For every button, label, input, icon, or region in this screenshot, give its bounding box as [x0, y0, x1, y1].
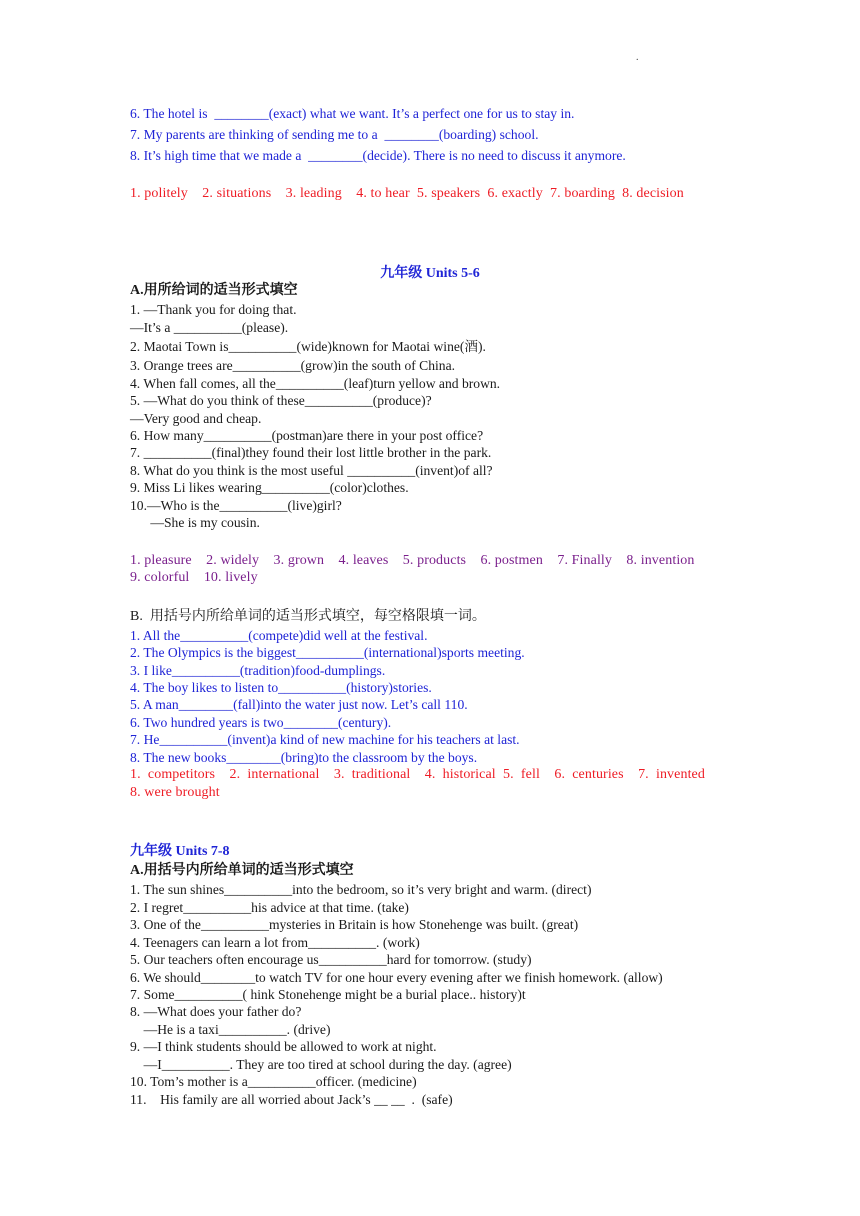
u56-a-line-9: 7. __________(final)they found their lost little brother in the park. [130, 445, 492, 460]
u56-b-line-3: 3. I like__________(tradition)food-dumplings. [130, 663, 386, 678]
u56-b-line-8: 8. The new books________(bring)to the classroom by the boys. [130, 750, 478, 765]
u78-line-1: 1. The sun shines__________into the bedroom, so it’s very bright and warm. (direct) [130, 882, 592, 897]
u78-line-3: 3. One of the__________mysteries in Britain is how Stonehenge was built. (great) [130, 917, 579, 932]
u56-a-line-5: 4. When fall comes, all the__________(leaf)turn yellow and brown. [130, 376, 501, 391]
u56-a-line-13: —She is my cousin. [130, 515, 260, 530]
u78-line-2: 2. I regret__________his advice at that time. (take) [130, 900, 409, 915]
u78-line-12: 10. Tom’s mother is a__________officer. (medicine) [130, 1074, 417, 1089]
u56-a-line-11: 9. Miss Li likes wearing__________(color)clothes. [130, 480, 409, 495]
u78-line-13: 11. His family are all worried about Jack’s __ __ . (safe) [130, 1092, 453, 1107]
u56-a-answers-2: 9. colorful 10. lively [130, 570, 258, 585]
u78-line-8: 8. —What does your father do? [130, 1004, 302, 1019]
u56-a-answers-1: 1. pleasure 2. widely 3. grown 4. leaves 5. products 6. postmen 7. Finally 8. invention [130, 553, 695, 568]
u56-a-line-12: 10.—Who is the__________(live)girl? [130, 498, 342, 513]
u56-b-line-1: 1. All the__________(compete)did well at the festival. [130, 628, 428, 643]
u56-a-line-4: 3. Orange trees are__________(grow)in the south of China. [130, 358, 456, 373]
u56-a-line-1: 1. —Thank you for doing that. [130, 302, 297, 317]
u78-line-4: 4. Teenagers can learn a lot from__________. (work) [130, 935, 420, 950]
top-line-7: 7. My parents are thinking of sending me to a ________(boarding) school. [130, 127, 539, 142]
u56-b-answers-2: 8. were brought [130, 785, 220, 800]
u56-a-line-7: —Very good and cheap. [130, 411, 262, 426]
corner-mark: . [636, 52, 639, 63]
units-7-8-heading: A.用括号内所给单词的适当形式填空 [130, 863, 354, 878]
u78-line-6: 6. We should________to watch TV for one hour every evening after we finish homework. (allow) [130, 970, 663, 985]
units-5-6-part-a-heading: A.用所给词的适当形式填空 [130, 283, 298, 298]
u56-b-line-2: 2. The Olympics is the biggest__________(international)sports meeting. [130, 645, 525, 660]
top-line-8: 8. It’s high time that we made a ________(decide). There is no need to discuss it anymore. [130, 148, 626, 163]
u56-a-line-10: 8. What do you think is the most useful __________(invent)of all? [130, 463, 493, 478]
u56-a-line-2: —It’s a __________(please). [130, 320, 289, 335]
u56-b-answers-1: 1. competitors 2. international 3. traditional 4. historical 5. fell 6. centuries 7. invented [130, 767, 705, 782]
u56-a-line-8: 6. How many__________(postman)are there in your post office? [130, 428, 484, 443]
u56-b-line-4: 4. The boy likes to listen to__________(history)stories. [130, 680, 432, 695]
u78-line-9: —He is a taxi__________. (drive) [130, 1022, 331, 1037]
u56-part-b-heading: B. 用括号内所给单词的适当形式填空，每空格限填一词。 [130, 609, 486, 624]
units-5-6-title: 九年级 Units 5-6 [380, 266, 480, 281]
u78-line-10: 9. —I think students should be allowed to work at night. [130, 1039, 437, 1054]
u56-b-line-7: 7. He__________(invent)a kind of new machine for his teachers at last. [130, 732, 520, 747]
units-7-8-title: 九年级 Units 7-8 [130, 844, 230, 859]
top-answers: 1. politely 2. situations 3. leading 4. to hear 5. speakers 6. exactly 7. boarding 8. decision [130, 186, 684, 201]
u56-b-line-6: 6. Two hundred years is two________(century). [130, 715, 392, 730]
u78-line-11: —I__________. They are too tired at school during the day. (agree) [130, 1057, 512, 1072]
u56-b-line-5: 5. A man________(fall)into the water just now. Let’s call 110. [130, 697, 468, 712]
top-line-6: 6. The hotel is ________(exact) what we want. It’s a perfect one for us to stay in. [130, 106, 575, 121]
u56-a-line-3: 2. Maotai Town is__________(wide)known for Maotai wine(酒). [130, 339, 486, 354]
u78-line-5: 5. Our teachers often encourage us__________hard for tomorrow. (study) [130, 952, 532, 967]
u78-line-7: 7. Some__________( hink Stonehenge might be a burial place.. history)t [130, 987, 526, 1002]
u56-a-line-6: 5. —What do you think of these__________(produce)? [130, 393, 432, 408]
